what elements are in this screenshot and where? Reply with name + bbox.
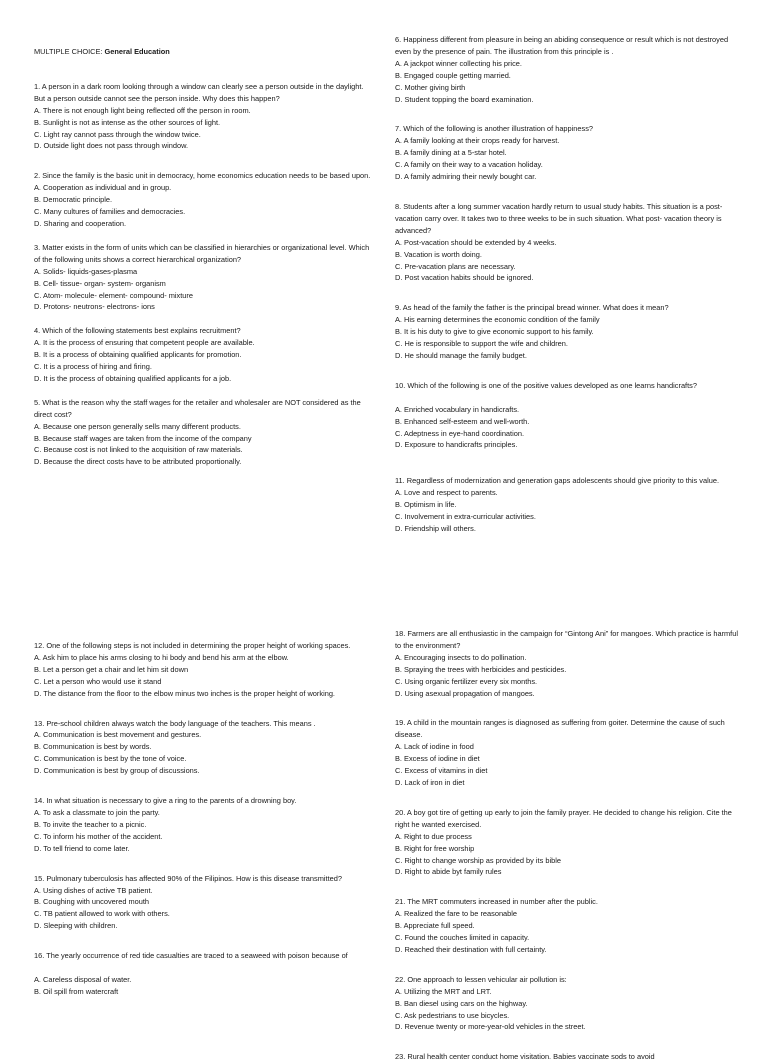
question-11-option-b: B. Optimism in life. — [395, 500, 457, 510]
question-11-stem: 11. Regardless of modernization and generation gaps adolescents should give priority to this value. — [395, 476, 720, 486]
question-12-stem: 12. One of the following steps is not included in determining the proper height of working spaces. — [34, 641, 351, 650]
question-6-option-a: A. A jackpot winner collecting his price. — [395, 58, 522, 68]
question-4-option-c: C. It is a process of hiring and firing. — [34, 362, 152, 372]
question-22-stem: 22. One approach to lessen vehicular air pollution is: — [395, 974, 567, 984]
question-9-option-a: A. His earning determines the economic condition of the family — [395, 315, 600, 325]
question-22-option-b: B. Ban diesel using cars on the highway. — [395, 998, 528, 1008]
question-19-option-c: C. Excess of vitamins in diet — [395, 766, 488, 776]
question-9 — [395, 302, 739, 362]
question-16-stem: 16. The yearly occurrence of red tide casualties are traced to a seaweed with poison because of — [34, 951, 348, 961]
question-10-option-c: C. Adeptness in eye-hand coordination. — [395, 428, 525, 438]
question-3-option-b: B. Cell- tissue- organ- system- organism — [34, 278, 166, 288]
question-20-option-d: D. Right to abide byt family rules — [395, 867, 502, 877]
question-10-option-d: D. Exposure to handicrafts principles. — [395, 440, 518, 450]
left-column-bottom — [34, 640, 376, 998]
question-23-stem: 23. Rural health center conduct home visitation. Babies vaccinate sods to avoid — [395, 1052, 655, 1062]
question-22-option-c: C. Ask pedestrians to use bicycles. — [395, 1010, 510, 1020]
question-14-option-c: C. To inform his mother of the accident. — [34, 831, 163, 841]
question-15-option-d: D. Sleeping with children. — [34, 921, 118, 931]
question-6-stem: 6. Happiness different from pleasure in being an abiding consequence or result which is not destroyed even by the presence of pain. The illustration from this principle is . — [395, 35, 729, 56]
question-7-option-c: C. A family on their way to a vacation holiday. — [395, 160, 543, 170]
question-4-option-a: A. It is the process of ensuring that competent people are available. — [34, 338, 255, 348]
question-13-option-b: B. Communication is best by words. — [34, 742, 152, 752]
question-2-option-d: D. Sharing and cooperation. — [34, 218, 127, 228]
question-3-option-a: A. Solids- liquids-gases-plasma — [34, 266, 138, 276]
question-7-option-b: B. A family dining at a 5-star hotel. — [395, 148, 507, 158]
right-column-bottom — [395, 628, 739, 1063]
question-9-option-d: D. He should manage the family budget. — [395, 350, 527, 360]
question-11 — [395, 475, 739, 535]
question-21 — [395, 896, 739, 956]
question-14-option-a: A. To ask a classmate to join the party. — [34, 807, 160, 817]
question-19-option-b: B. Excess of iodine in diet — [395, 754, 480, 764]
question-22-option-a: A. Utilizing the MRT and LRT. — [395, 986, 492, 996]
question-9-option-c: C. He is responsible to support the wife and children. — [395, 339, 568, 349]
question-5-option-b: B. Because staff wages are taken from the income of the company — [34, 433, 252, 443]
question-20-stem: 20. A boy got tire of getting up early to join the family prayer. He decided to change his religion. Cite the right he wanted exercised. — [395, 807, 732, 829]
question-10 — [395, 380, 739, 452]
question-14-option-b: B. To invite the teacher to a picnic. — [34, 819, 147, 829]
question-14 — [34, 795, 376, 855]
question-15-option-c: C. TB patient allowed to work with others. — [34, 909, 170, 919]
question-6-option-d: D. Student topping the board examination. — [395, 94, 534, 104]
question-20-option-a: A. Right to due process — [395, 831, 472, 841]
question-7 — [395, 123, 739, 183]
question-1-stem: 1. A person in a dark room looking through a window can clearly see a person outside in the daylight. But a person outside cannot see the person inside. Why does this happen? — [34, 81, 364, 103]
question-13-stem: 13. Pre-school children always watch the body language of the teachers. This means . — [34, 718, 316, 728]
question-16 — [34, 950, 376, 998]
question-4 — [34, 325, 376, 385]
question-3-option-c: C. Atom- molecule- element- compound- mixture — [34, 290, 193, 300]
question-12 — [34, 640, 376, 700]
question-20 — [395, 807, 739, 878]
question-23 — [395, 1051, 739, 1063]
question-15 — [34, 873, 376, 933]
question-8-option-d: D. Post vacation habits should be ignored. — [395, 273, 534, 283]
right-column-top — [395, 34, 739, 535]
question-19-stem: 19. A child in the mountain ranges is diagnosed as suffering from goiter. Determine the cause of such disease. — [395, 718, 725, 740]
question-21-option-b: B. Appreciate full speed. — [395, 921, 475, 931]
question-7-option-a: A. A family looking at their crops ready for harvest. — [395, 136, 560, 146]
question-5-option-c: C. Because cost is not linked to the acquisition of raw materials. — [34, 445, 243, 455]
question-1 — [34, 81, 376, 152]
question-13-option-c: C. Communication is best by the tone of voice. — [34, 754, 187, 764]
question-3 — [34, 242, 376, 313]
question-8-option-a: A. Post-vacation should be extended by 4 weeks. — [395, 237, 557, 247]
question-3-option-d: D. Protons- neutrons- electrons- ions — [34, 302, 155, 312]
question-6-option-c: C. Mother giving birth — [395, 82, 466, 92]
question-2-stem: 2. Since the family is the basic unit in democracy, home economics education needs to be based upon. — [34, 171, 371, 181]
question-8-stem: 8. Students after a long summer vacation hardly return to usual study habits. This situation is a post-vacation carry over. It takes two to three weeks to be in such situation. What post- vacation theory is advanced? — [395, 201, 723, 235]
question-11-option-d: D. Friendship will others. — [395, 524, 476, 533]
question-14-option-d: D. To tell friend to come later. — [34, 843, 130, 853]
title-subject: General Education — [104, 47, 170, 56]
question-2-option-c: C. Many cultures of families and democracies. — [34, 207, 186, 217]
question-1-option-c: C. Light ray cannot pass through the window twice. — [34, 129, 201, 139]
question-18-option-b: B. Spraying the trees with herbicides and pesticides. — [395, 664, 567, 674]
question-18-option-c: C. Using organic fertilizer every six months. — [395, 676, 538, 686]
question-11-option-c: C. Involvement in extra-curricular activities. — [395, 512, 536, 522]
question-13-option-d: D. Communication is best by group of discussions. — [34, 766, 200, 776]
question-4-stem: 4. Which of the following statements best explains recruitment? — [34, 326, 241, 336]
question-13 — [34, 718, 376, 778]
question-21-stem: 21. The MRT commuters increased in number after the public. — [395, 897, 598, 907]
question-21-option-a: A. Realized the fare to be reasonable — [395, 909, 518, 919]
question-6 — [395, 34, 739, 105]
question-13-option-a: A. Communication is best movement and gestures. — [34, 730, 202, 740]
question-20-option-b: B. Right for free worship — [395, 843, 475, 853]
question-12-option-d: D. The distance from the floor to the elbow minus two inches is the proper height of working. — [34, 688, 335, 698]
question-22 — [395, 974, 739, 1034]
question-19 — [395, 717, 739, 788]
question-15-option-b: B. Coughing with uncovered mouth — [34, 897, 150, 907]
question-8-option-b: B. Vacation is worth doing. — [395, 249, 482, 259]
title-prefix: MULTIPLE CHOICE: — [34, 47, 105, 56]
question-7-stem: 7. Which of the following is another illustration of happiness? — [395, 124, 594, 134]
question-12-option-c: C. Let a person who would use it stand — [34, 676, 162, 686]
question-10-stem: 10. Which of the following is one of the positive values developed as one learns handicrafts? — [395, 380, 697, 390]
question-11-option-a: A. Love and respect to parents. — [395, 488, 498, 498]
question-1-option-a: A. There is not enough light being reflected off the person in room. — [34, 105, 251, 115]
question-1-option-d: D. Outside light does not pass through window. — [34, 141, 189, 151]
question-4-option-b: B. It is a process of obtaining qualified applicants for promotion. — [34, 350, 242, 360]
question-4-option-d: D. It is the process of obtaining qualified applicants for a job. — [34, 373, 232, 383]
question-16-option-b: B. Oil spill from watercraft — [34, 986, 119, 996]
question-5-stem: 5. What is the reason why the staff wages for the retailer and wholesaler are NOT considered as the direct cost? — [34, 397, 361, 419]
question-2 — [34, 170, 376, 230]
question-21-option-c: C. Found the couches limited in capacity. — [395, 933, 530, 943]
question-12-option-b: B. Let a person get a chair and let him sit down — [34, 664, 189, 674]
question-8 — [395, 201, 739, 284]
question-19-option-d: D. Lack of iron in diet — [395, 777, 465, 787]
question-5-option-a: A. Because one person generally sells many different products. — [34, 421, 241, 431]
page-title — [34, 46, 376, 58]
question-14-stem: 14. In what situation is necessary to give a ring to the parents of a drowning boy. — [34, 796, 297, 806]
question-15-option-a: A. Using dishes of active TB patient. — [34, 885, 153, 895]
question-9-option-b: B. It is his duty to give to give economic support to his family. — [395, 327, 594, 337]
question-12-option-a: A. Ask him to place his arms closing to hi body and bend his arm at the elbow. — [34, 652, 289, 662]
left-column-top — [34, 46, 376, 468]
question-22-option-d: D. Revenue twenty or more-year-old vehicles in the street. — [395, 1022, 586, 1032]
question-3-stem: 3. Matter exists in the form of units which can be classified in hierarchies or organizational level. Which of the following units shows a correct hierarchical organization? — [34, 242, 370, 264]
question-8-option-c: C. Pre-vacation plans are necessary. — [395, 261, 516, 271]
question-6-option-b: B. Engaged couple getting married. — [395, 70, 511, 80]
question-18-option-a: A. Encouraging insects to do pollination. — [395, 652, 527, 662]
question-18-stem: 18. Farmers are all enthusiastic in the campaign for “Gintong Ani” for mangoes. Which practice is harmful to the environment? — [395, 629, 738, 650]
question-16-option-a: A. Careless disposal of water. — [34, 975, 132, 985]
question-19-option-a: A. Lack of iodine in food — [395, 742, 474, 752]
question-15-stem: 15. Pulmonary tuberculosis has affected 90% of the Filipinos. How is this disease transmitted? — [34, 873, 342, 883]
question-10-option-a: A. Enriched vocabulary in handicrafts. — [395, 404, 520, 414]
question-10-option-b: B. Enhanced self-esteem and well-worth. — [395, 416, 530, 426]
question-2-option-a: A. Cooperation as individual and in group. — [34, 183, 172, 193]
question-5-option-d: D. Because the direct costs have to be attributed proportionally. — [34, 457, 242, 467]
question-7-option-d: D. A family admiring their newly bought car. — [395, 172, 537, 182]
question-9-stem: 9. As head of the family the father is the principal bread winner. What does it mean? — [395, 303, 669, 313]
question-20-option-c: C. Right to change worship as provided by its bible — [395, 855, 561, 865]
question-18 — [395, 628, 739, 699]
question-1-option-b: B. Sunlight is not as intense as the other sources of light. — [34, 117, 221, 127]
question-5 — [34, 397, 376, 468]
question-2-option-b: B. Democratic principle. — [34, 195, 113, 205]
question-18-option-d: D. Using asexual propagation of mangoes. — [395, 688, 535, 698]
question-21-option-d: D. Reached their destination with full certainty. — [395, 944, 547, 954]
